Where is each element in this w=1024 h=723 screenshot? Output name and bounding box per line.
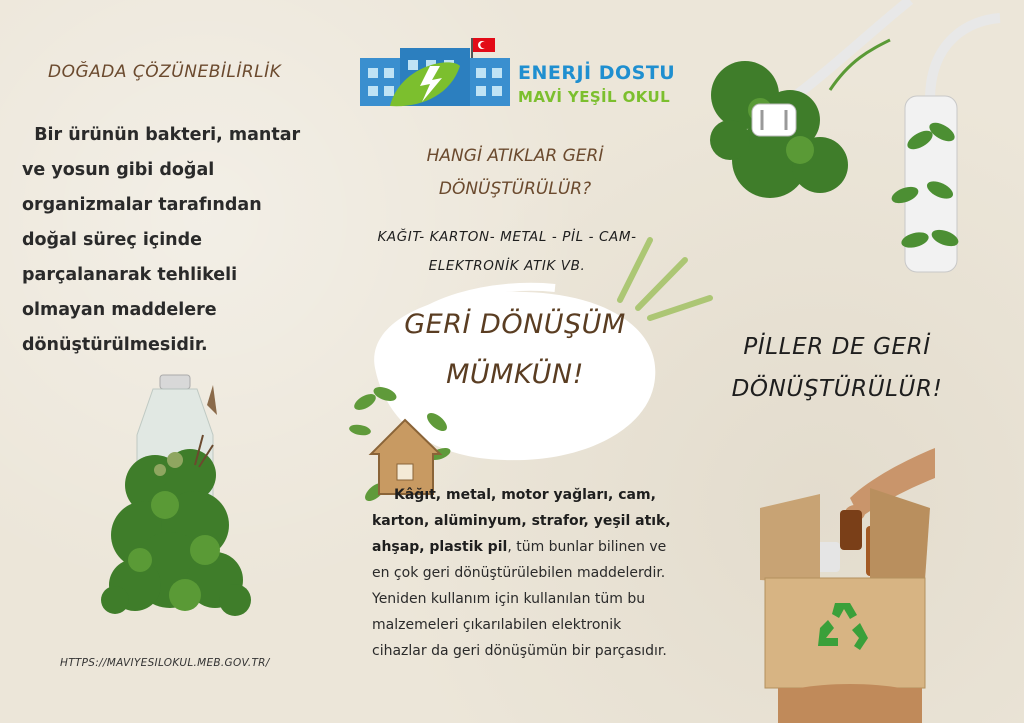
plug-with-moss-illustration bbox=[700, 0, 1000, 280]
website-url[interactable]: HTTPS://MAVIYESILOKUL.MEB.GOV.TR/ bbox=[60, 657, 270, 669]
left-heading: DOĞADA ÇÖZÜNEBİLİRLİK bbox=[48, 62, 282, 82]
recycling-possible-headline: GERİ DÖNÜŞÜM MÜMKÜN! bbox=[404, 309, 626, 390]
logo-title: ENERJİ DOSTU bbox=[518, 62, 676, 84]
middle-heading: HANGİ ATIKLAR GERİ DÖNÜŞTÜRÜLÜR? bbox=[426, 146, 604, 199]
logo-subtitle: MAVİ YEŞİL OKUL bbox=[518, 88, 671, 106]
left-body-text: Bir ürünün bakteri, mantar ve yosun gibi doğal organizmalar tarafından doğal süreç içinde parçalanarak tehlikeli olmayan maddelere dönüştürülmesidir. bbox=[22, 125, 301, 355]
right-heading: PİLLER DE GERİ DÖNÜŞTÜRÜLÜR! bbox=[731, 334, 943, 402]
school-logo-icon bbox=[360, 36, 515, 108]
recycling-box-illustration bbox=[760, 448, 940, 723]
waste-list: KAĞIT- KARTON- METAL - PİL - CAM-ELEKTRONİK ATIK VB. bbox=[377, 229, 637, 274]
middle-body-text: Kâğıt, metal, motor yağları, cam, karton, alüminyum, strafor, yeşil atık, ahşap, plastik pil, tüm bunlar bilinen ve en çok geri dönüştürülebilen maddelerdir. Yeniden kullanım için kullanılan tüm bu malzemeleri çıkarılabilen elektronik cihazlar da geri dönüşümün bir parçasıdır. bbox=[372, 487, 671, 659]
moss-bottle-illustration bbox=[95, 375, 265, 625]
